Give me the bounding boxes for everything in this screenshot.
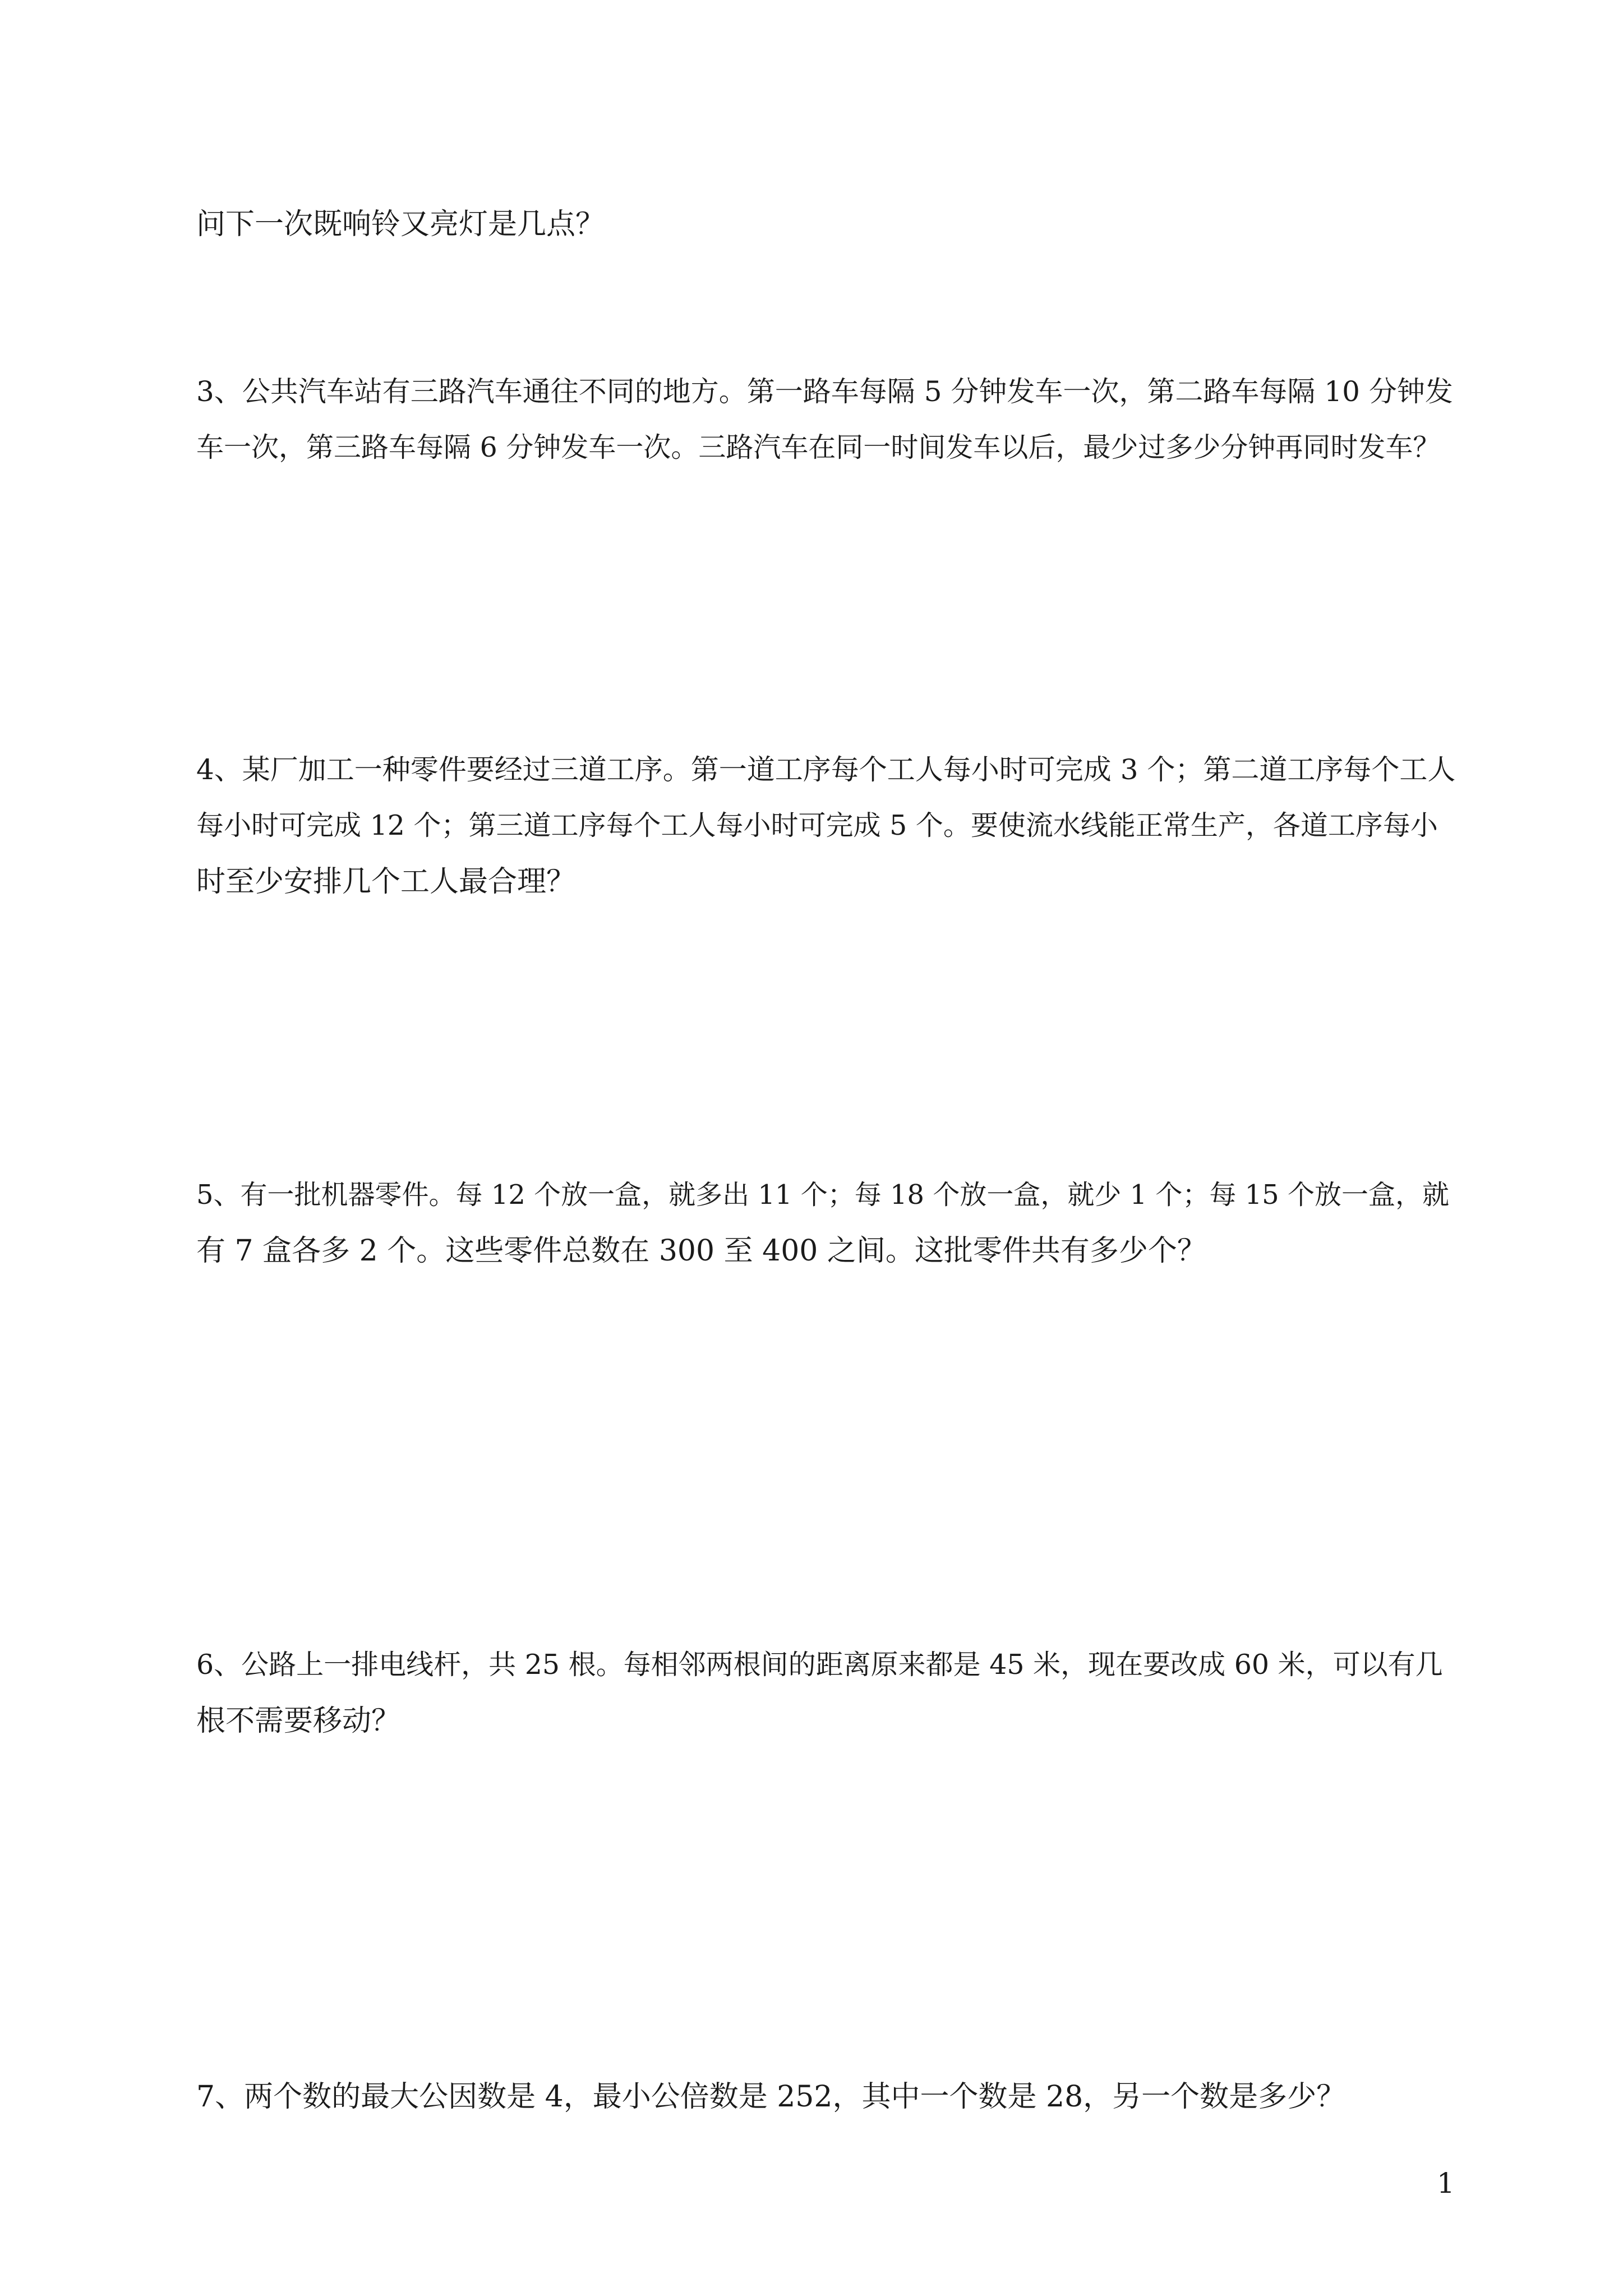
text-line: 有 7 盒各多 2 个。这些零件总数在 300 至 400 之间。这批零件共有多少个？ [196,1234,1206,1268]
text-line: 4、某厂加工一种零件要经过三道工序。第一道工序每个工人每小时可完成 3 个；第二道工序每个工人 [196,753,1456,786]
text-line: 每小时可完成 12 个；第三道工序每个工人每小时可完成 5 个。要使流水线能正常生产，各道工序每小 [196,809,1438,841]
text-line: 6、公路上一排电线杆，共 25 根。每相邻两根间的距离原来都是 45 米，现在要改成 60 米，可以有几 [196,1649,1443,1681]
question-4 [196,742,1458,910]
question-2-continuation [196,196,1458,252]
text-line: 问下一次既响铃又亮灯是几点？ [196,208,605,241]
text-line: 5、有一批机器零件。每 12 个放一盒，就多出 11 个；每 18 个放一盒，就少 1 个；每 15 个放一盒，就 [196,1179,1449,1211]
question-5 [196,1167,1458,1279]
text-line: 3、公共汽车站有三路汽车通往不同的地方。第一路车每隔 5 分钟发车一次，第二路车每隔 10 分钟发 [196,375,1453,408]
question-3 [196,364,1458,476]
page-number: 1 [1437,2167,1455,2200]
text-line: 根不需要移动？ [196,1704,401,1738]
text-line: 时至少安排几个工人最合理？ [196,865,576,899]
question-6 [196,1637,1458,1749]
question-7 [196,2069,1458,2125]
text-line: 7、两个数的最大公因数是 4，最小公倍数是 252，其中一个数是 28，另一个数是多少？ [196,2080,1346,2114]
text-line: 车一次，第三路车每隔 6 分钟发车一次。三路汽车在同一时间发车以后，最少过多少分钟再同时发车？ [196,431,1441,463]
